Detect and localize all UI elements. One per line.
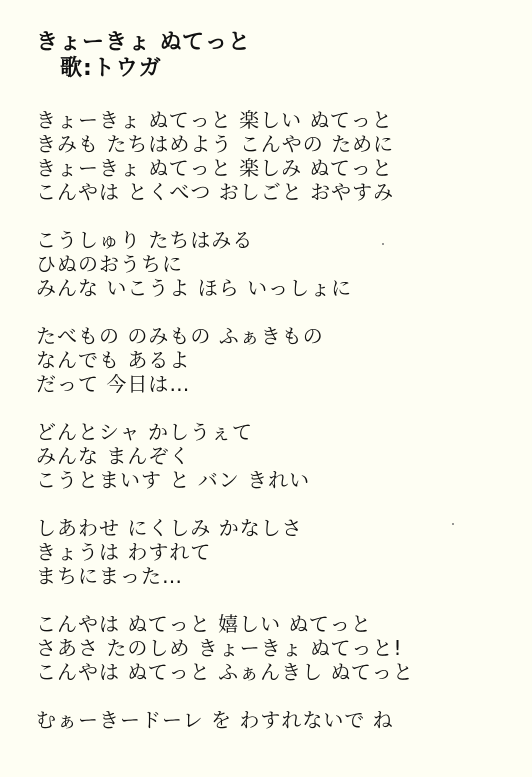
stanza-1 [36, 108, 526, 204]
lyric-line: こうしゅり たちはみる [36, 228, 254, 252]
lyric-line: どんとシャ かしうぇて [36, 420, 253, 444]
paper-speck [452, 523, 454, 525]
stanza-6 [36, 612, 526, 684]
lyric-line: こんやは ぬてっと ふぁんきし ぬてっと [36, 660, 414, 684]
stanza-7 [36, 708, 526, 732]
stanza-4 [36, 420, 526, 492]
lyric-line: むぁーきードーレ を わすれないで ね [36, 708, 394, 732]
lyric-line: さあさ たのしめ きょーきょ ぬてっと! [36, 636, 403, 660]
lyric-line: だって 今日は… [36, 372, 191, 396]
lyric-line: しあわせ にくしみ かなしさ [36, 516, 303, 540]
lyric-line: たべもの のみもの ふぁきもの [36, 324, 324, 348]
paper-speck [382, 243, 384, 245]
lyric-line: こうとまいす と バン きれい [36, 468, 311, 492]
stanza-3 [36, 324, 526, 396]
lyric-line: きみも たちはめよう こんやの ために [36, 132, 395, 156]
lyrics-body [36, 108, 526, 756]
lyric-line: こんやは ぬてっと 嬉しい ぬてっと [36, 612, 372, 636]
lyric-line: きょーきょ ぬてっと 楽しみ ぬてっと [36, 156, 393, 180]
stanza-2 [36, 228, 526, 300]
lyric-line: きょうは わすれて [36, 540, 212, 564]
song-title: きょーきょ ぬてっと [36, 30, 251, 55]
lyric-line: みんな いこうよ ほら いっしょに [36, 276, 353, 300]
lyric-line: ひぬのおうちに [36, 252, 183, 276]
lyric-line: みんな まんぞく [36, 444, 191, 468]
singer-credit: 歌:トウガ [60, 56, 162, 81]
lyric-line: なんでも あるよ [36, 348, 191, 372]
stanza-5 [36, 516, 526, 588]
lyric-line: まちにまった… [36, 564, 183, 588]
lyric-line: こんやは とくべつ おしごと おやすみ [36, 180, 395, 204]
lyric-line: きょーきょ ぬてっと 楽しい ぬてっと [36, 108, 393, 132]
